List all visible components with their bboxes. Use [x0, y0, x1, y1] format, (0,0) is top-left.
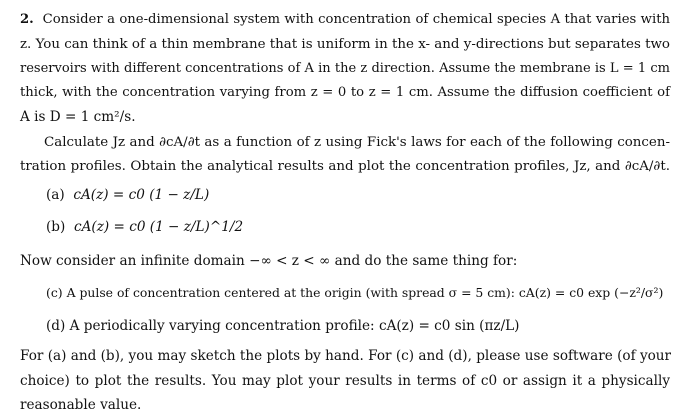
closing-line-2: choice) to plot the results. You may plot your results in terms of c0 or assign it a physically: [20, 373, 670, 389]
intro-line-4: thick, with the concentration varying from z = 0 to z = 1 cm. Assume the diffusion coefficient of: [20, 85, 670, 100]
infinite-domain-line: Now consider an infinite domain −∞ < z < ∞ and do the same thing for:: [20, 253, 518, 269]
item-b: [46, 215, 670, 239]
item-b-formula: cA(z) = c0 (1 − z/L)^1/2: [73, 219, 244, 235]
item-c-text: A pulse of concentration centered at the origin (with spread σ = 5 cm): cA(z) = c0 exp (−z²/σ²): [66, 285, 664, 300]
intro-line-5: A is D = 1 cm²/s.: [20, 109, 136, 125]
item-a: [46, 183, 670, 207]
item-b-label: (b): [46, 219, 66, 235]
item-d-label: (d): [46, 318, 66, 334]
intro-line-2: z. You can think of a thin membrane that is uniform in the x- and y-directions but separates two: [20, 37, 670, 52]
item-a-label: (a): [46, 187, 65, 203]
intro-text-1: Consider a one-dimensional system with concentration of chemical species A that varies with: [42, 12, 670, 27]
closing-line-3: reasonable value.: [20, 397, 142, 413]
item-d: [46, 314, 670, 338]
task-line-2: tration profiles. Obtain the analytical results and plot the concentration profiles, Jz, and ∂cA/∂t.: [20, 159, 670, 174]
closing-line-1: For (a) and (b), you may sketch the plots by hand. For (c) and (d), please use software (of your: [20, 348, 672, 364]
task-line-1: Calculate Jz and ∂cA/∂t as a function of z using Fick's laws for each of the following concen-: [44, 135, 670, 150]
intro-line-1: [20, 8, 670, 32]
problem-number: 2.: [20, 12, 34, 27]
item-d-text: A periodically varying concentration profile: cA(z) = c0 sin (πz/L): [69, 318, 520, 334]
intro-line-3: reservoirs with different concentrations of A in the z direction. Assume the membrane is L = 1 cm: [20, 61, 670, 76]
item-c-label: (c): [46, 285, 63, 300]
item-c: [46, 281, 670, 305]
item-a-formula: cA(z) = c0 (1 − z/L): [73, 187, 210, 203]
